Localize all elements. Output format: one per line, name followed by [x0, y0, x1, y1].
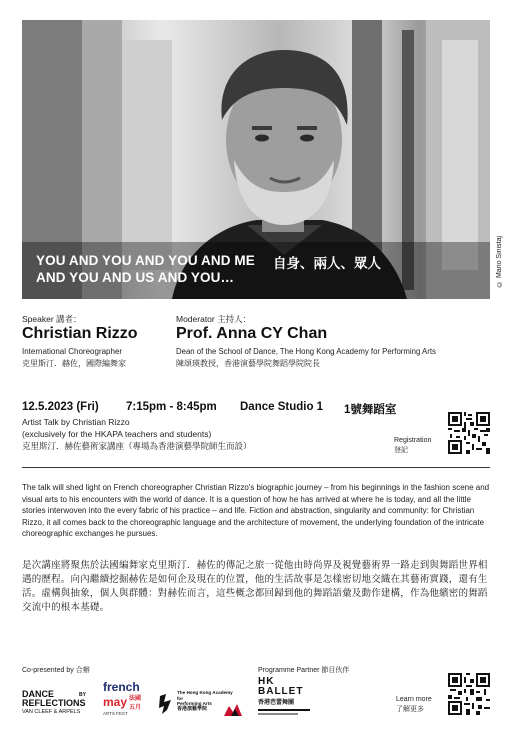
moderator-role-zh: 陳頌瑛教授，香港演藝學院舞蹈學院院長 [176, 359, 320, 368]
hkapa-triangle-icon [224, 702, 242, 716]
photo-credit: © Mario Sinistaj [496, 236, 503, 287]
learn-more-label-zh[interactable]: 了解更多 [396, 706, 424, 713]
hkapa-name-zh: 香港演藝學院 [177, 705, 208, 712]
speaker-role-zh: 克里斯汀．赫佐，國際編舞家 [22, 359, 126, 368]
hk-ballet-line-2: BALLET [258, 686, 304, 697]
hero-photo [22, 20, 490, 299]
event-title [36, 252, 255, 286]
dance-reflections-wordmark [22, 690, 92, 708]
french-may-word-2: may [103, 695, 128, 709]
french-may-sub: ARTS FEST [103, 711, 128, 716]
registration-label-group [394, 436, 431, 456]
speaker-name: Christian Rizzo [22, 325, 138, 342]
event-time: 7:15pm - 8:45pm [126, 401, 217, 413]
event-venue: Dance Studio 1 [240, 401, 324, 413]
hk-ballet-rule [258, 709, 310, 711]
hk-ballet-rule-2 [258, 713, 298, 715]
hkapa-name-line-1: The Hong Kong Academy [177, 690, 233, 695]
learn-more-qr-code[interactable] [448, 673, 490, 715]
dance-reflections-logo [22, 690, 92, 715]
description-zh: 是次講座將聚焦於法國編舞家克里斯汀．赫佐的傳記之旅一從他由時尚界及視覺藝術界一路走到與舞蹈世界相遇的歷程。向內繼續挖掘赫佐是如何企及現在的位置，他的生活故事是怎樣密切地交織在其藝術實踐，還有生活。虛構與抽象，個人與群體：對赫佐而言，這些概念都回歸到他的舞蹈語彙及動作建構，作為他繽密的舞蹈交流中的根本基礎。 [22, 560, 488, 613]
dance-reflections-by: BY [79, 692, 86, 698]
dance-reflections-sub: VAN CLEEF & ARPELS [22, 709, 81, 715]
hkapa-name-line-2: for [177, 695, 184, 701]
event-title-line-2: AND YOU AND US AND YOU… [36, 270, 235, 285]
hk-ballet-logo [258, 677, 328, 715]
speaker-label: Speaker 講者： [22, 314, 82, 324]
dance-reflections-line-1: DANCE [22, 689, 55, 699]
event-venue-zh: 1號舞蹈室 [344, 404, 397, 416]
event-subtitle-zh: 克里斯汀．赫佐藝術家講座（專場為香港演藝學院師生而設） [22, 441, 252, 451]
partner-label: Programme Partner 節目伙伴 [258, 667, 350, 674]
event-note: (exclusively for the HKAPA teachers and students) [22, 429, 212, 439]
french-may-word-1: french [103, 680, 140, 694]
speaker-role: International Choreographer [22, 347, 123, 356]
hk-ballet-zh: 香港芭蕾舞團 [258, 700, 295, 706]
description-en: The talk will shed light on French choreographer Christian Rizzo's biographic journey – from his beginnings in the fashion scene and visual arts to his encounters with the world of dance. It is a question of how he has arrived at where he is today, and all the little stories interwoven into the every fabric of his practice – and life. Fiction and abstraction, singularity and community: for Christian Rizzo, it all comes back to the choreographic language and the architecture of movement, the underlying foundation of the intricate choreographic exchanges he pursues. [22, 483, 490, 539]
learn-more-label[interactable]: Learn more [396, 696, 432, 703]
hkapa-logo [158, 690, 244, 718]
calligraphy-mark-icon [158, 692, 174, 716]
french-may-zh: 法國五月 [129, 696, 142, 711]
hkapa-name-line-3: Performing Arts [177, 701, 212, 707]
hk-ballet-line-1: HK [258, 676, 275, 687]
registration-qr-code[interactable] [448, 412, 490, 454]
registration-label: Registration [394, 437, 432, 444]
divider [22, 467, 490, 468]
moderator-role: Dean of the School of Dance, The Hong Kong Academy for Performing Arts [176, 347, 436, 356]
dance-reflections-line-2: REFLECTIONS [22, 698, 86, 708]
event-title-zh: 自身、兩人、眾人 [273, 256, 381, 271]
event-subtitle: Artist Talk by Christian Rizzo [22, 417, 130, 427]
copresented-label: Co-presented by 合辦 [22, 667, 90, 674]
registration-label-zh: 登記 [394, 447, 408, 454]
moderator-name: Prof. Anna CY Chan [176, 325, 328, 342]
french-may-row [103, 693, 147, 711]
moderator-label: Moderator 主持人： [176, 314, 252, 324]
french-may-logo [103, 682, 147, 716]
event-title-line-1: YOU AND YOU AND YOU AND ME [36, 253, 255, 268]
event-date: 12.5.2023 (Fri) [22, 401, 99, 413]
learn-more-group[interactable] [396, 695, 432, 715]
